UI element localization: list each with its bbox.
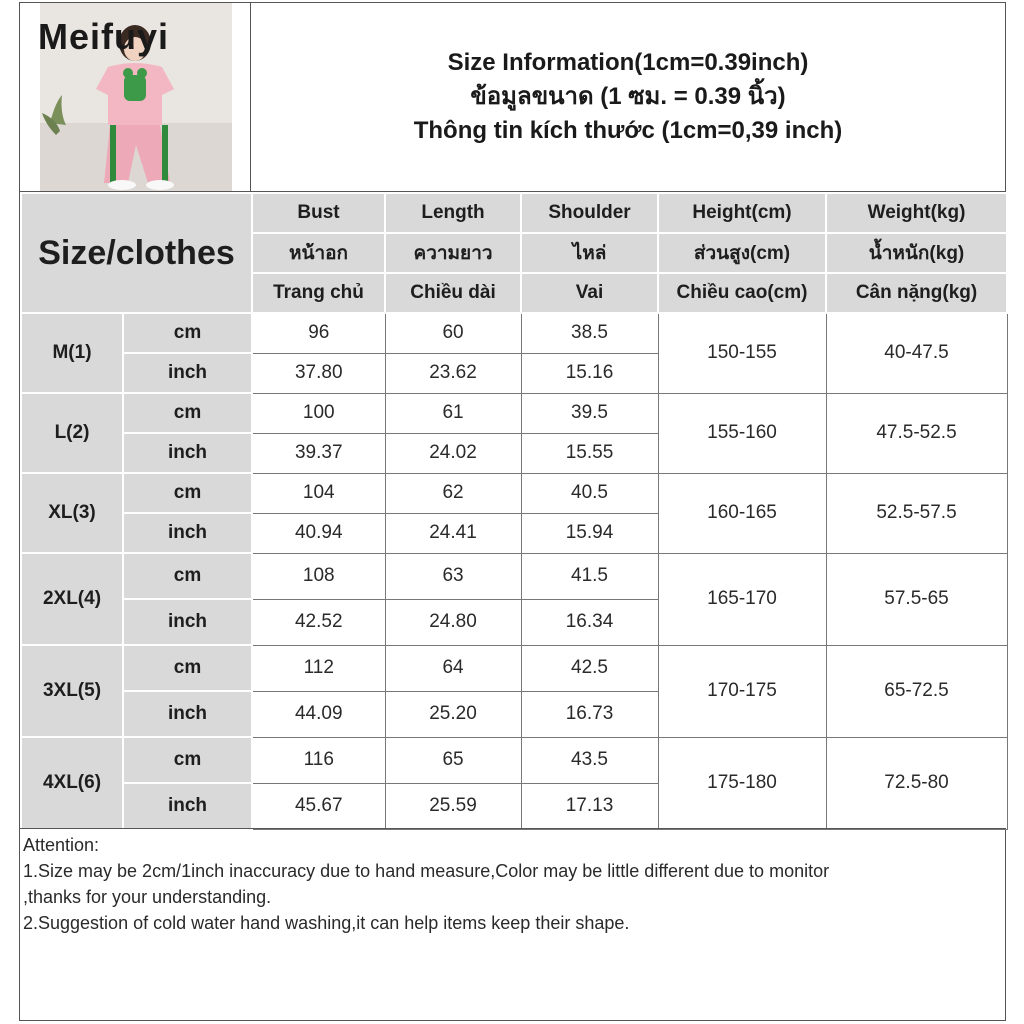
bust-cm: 108	[252, 553, 385, 599]
shoulder-inch: 15.94	[521, 513, 658, 553]
bust-cm: 96	[252, 313, 385, 353]
length-inch: 25.20	[385, 691, 521, 737]
shoulder-inch: 17.13	[521, 783, 658, 829]
col-header-length-vi: Chiều dài	[385, 273, 521, 313]
height-range: 160-165	[658, 473, 826, 553]
length-cm: 61	[385, 393, 521, 433]
unit-cm: cm	[123, 313, 252, 353]
height-range: 165-170	[658, 553, 826, 645]
bust-cm: 112	[252, 645, 385, 691]
size-info-header	[251, 3, 1005, 191]
bust-inch: 39.37	[252, 433, 385, 473]
length-inch: 25.59	[385, 783, 521, 829]
unit-inch: inch	[123, 513, 252, 553]
unit-cm: cm	[123, 645, 252, 691]
shoulder-inch: 15.55	[521, 433, 658, 473]
unit-inch: inch	[123, 783, 252, 829]
height-range: 170-175	[658, 645, 826, 737]
length-inch: 23.62	[385, 353, 521, 393]
title-thai: ข้อมูลขนาด (1 ซม. = 0.39 นิ้ว)	[470, 83, 786, 110]
bust-inch: 37.80	[252, 353, 385, 393]
col-header-weight-vi: Cân nặng(kg)	[826, 273, 1007, 313]
weight-range: 57.5-65	[826, 553, 1007, 645]
col-header-bust-vi: Trang chủ	[252, 273, 385, 313]
length-cm: 60	[385, 313, 521, 353]
length-cm: 63	[385, 553, 521, 599]
length-inch: 24.02	[385, 433, 521, 473]
bust-cm: 100	[252, 393, 385, 433]
shoulder-cm: 41.5	[521, 553, 658, 599]
shoulder-inch: 16.73	[521, 691, 658, 737]
bust-inch: 45.67	[252, 783, 385, 829]
shoulder-cm: 42.5	[521, 645, 658, 691]
height-range: 150-155	[658, 313, 826, 393]
col-header-shoulder-th: ไหล่	[521, 233, 658, 273]
title-vietnamese: Thông tin kích thước (1cm=0,39 inch)	[413, 117, 843, 144]
weight-range: 47.5-52.5	[826, 393, 1007, 473]
unit-cm: cm	[123, 553, 252, 599]
size-label: XL(3)	[21, 473, 123, 553]
brand-watermark: Meifuyi	[38, 16, 170, 57]
shoulder-cm: 38.5	[521, 313, 658, 353]
unit-inch: inch	[123, 353, 252, 393]
length-cm: 62	[385, 473, 521, 513]
length-inch: 24.41	[385, 513, 521, 553]
shoulder-cm: 39.5	[521, 393, 658, 433]
col-header-shoulder-vi: Vai	[521, 273, 658, 313]
bust-inch: 42.52	[252, 599, 385, 645]
length-cm: 65	[385, 737, 521, 783]
unit-cm: cm	[123, 473, 252, 513]
weight-range: 52.5-57.5	[826, 473, 1007, 553]
shoulder-inch: 15.16	[521, 353, 658, 393]
unit-cm: cm	[123, 737, 252, 783]
height-range: 175-180	[658, 737, 826, 829]
size-label: M(1)	[21, 313, 123, 393]
col-header-length-en: Length	[385, 193, 521, 233]
col-header-bust-en: Bust	[252, 193, 385, 233]
col-header-weight-th: น้ำหนัก(kg)	[826, 233, 1007, 273]
col-header-height-vi: Chiều cao(cm)	[658, 273, 826, 313]
title-english: Size Information(1cm=0.39inch)	[447, 49, 809, 76]
note-item: 1.Size may be 2cm/1inch inaccuracy due to hand measure,Color may be little different due to monitor ,thanks for your understanding.	[23, 861, 830, 907]
col-header-height-th: ส่วนสูง(cm)	[658, 233, 826, 273]
notes-divider	[19, 828, 1006, 829]
bust-cm: 116	[252, 737, 385, 783]
size-label: 4XL(6)	[21, 737, 123, 829]
height-range: 155-160	[658, 393, 826, 473]
bust-cm: 104	[252, 473, 385, 513]
shoulder-cm: 40.5	[521, 473, 658, 513]
weight-range: 72.5-80	[826, 737, 1007, 829]
unit-inch: inch	[123, 433, 252, 473]
shoulder-cm: 43.5	[521, 737, 658, 783]
unit-inch: inch	[123, 691, 252, 737]
bust-inch: 40.94	[252, 513, 385, 553]
col-header-shoulder-en: Shoulder	[521, 193, 658, 233]
corner-label: Size/clothes	[21, 193, 252, 313]
size-label: 3XL(5)	[21, 645, 123, 737]
size-table	[20, 192, 1008, 830]
size-label: 2XL(4)	[21, 553, 123, 645]
length-cm: 64	[385, 645, 521, 691]
unit-inch: inch	[123, 599, 252, 645]
col-header-height-en: Height(cm)	[658, 193, 826, 233]
weight-range: 40-47.5	[826, 313, 1007, 393]
size-label: L(2)	[21, 393, 123, 473]
length-inch: 24.80	[385, 599, 521, 645]
bust-inch: 44.09	[252, 691, 385, 737]
unit-cm: cm	[123, 393, 252, 433]
notes-heading: Attention:	[23, 835, 100, 855]
col-header-bust-th: หน้าอก	[252, 233, 385, 273]
note-item: 2.Suggestion of cold water hand washing,it can help items keep their shape.	[23, 913, 630, 933]
weight-range: 65-72.5	[826, 645, 1007, 737]
col-header-weight-en: Weight(kg)	[826, 193, 1007, 233]
col-header-length-th: ความยาว	[385, 233, 521, 273]
shoulder-inch: 16.34	[521, 599, 658, 645]
attention-notes	[23, 832, 998, 936]
